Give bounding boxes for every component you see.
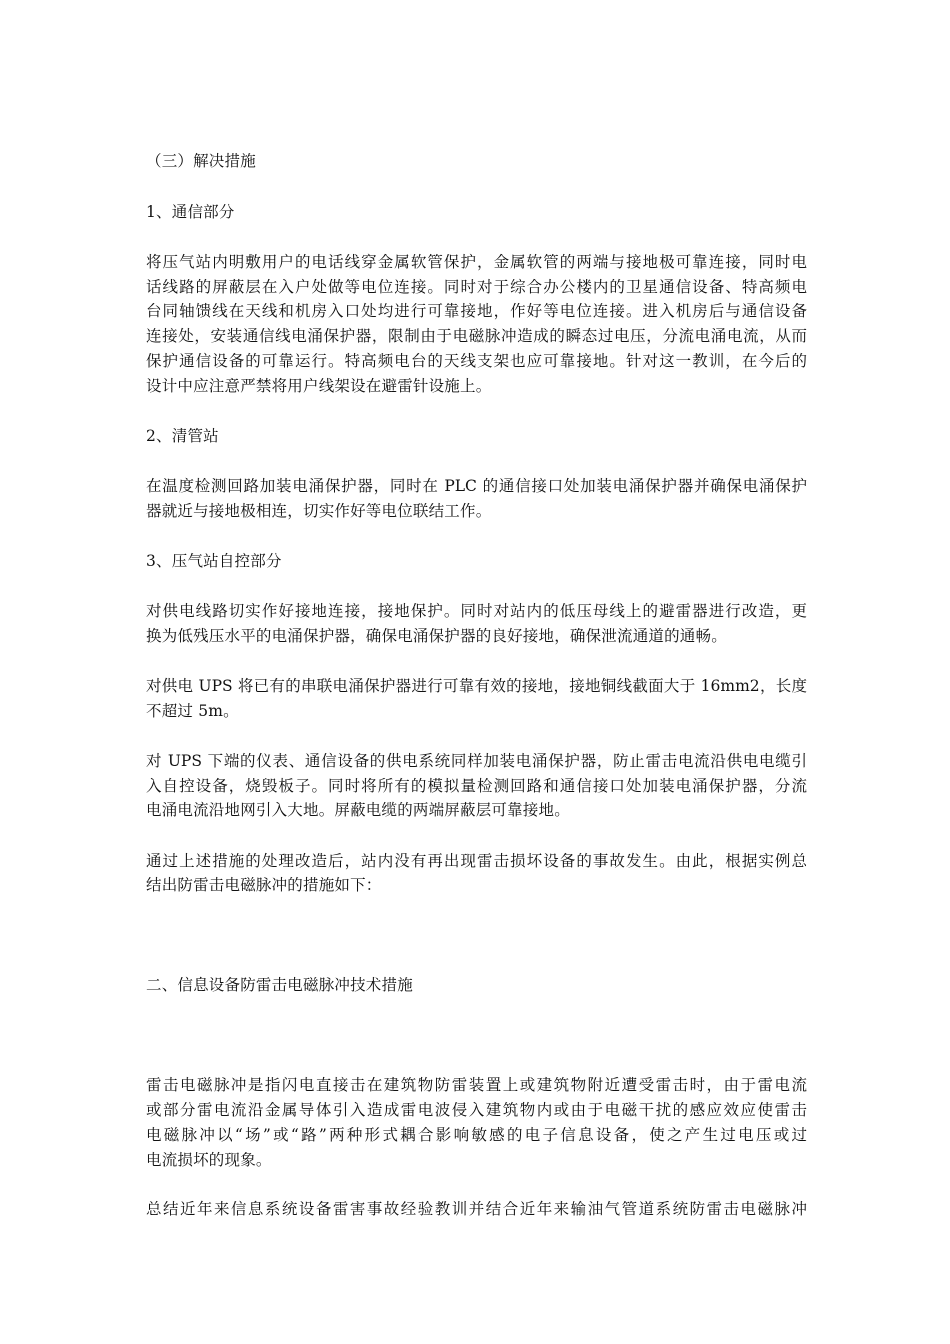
paragraph-line: 总结近年来信息系统设备雷害事故经验教训并结合近年来输油气管道系统防雷击电磁脉冲	[146, 1200, 807, 1218]
paragraph-line: 话线路的屏蔽层在入户处做等电位连接。同时对于综合办公楼内的卫星通信设备、特高频电	[146, 278, 807, 296]
paragraph-line: 或部分雷电流沿金属导体引入造成雷电波侵入建筑物内或由于电磁干扰的感应效应使雷击	[146, 1101, 807, 1119]
paragraph-line: 器就近与接地极相连，切实作好等电位联结工作。	[146, 502, 492, 520]
paragraph-line: 对供电 UPS 将已有的串联电涌保护器进行可靠有效的接地，接地铜线截面大于 16mm2，长度	[146, 677, 807, 695]
paragraph-line: 将压气站内明敷用户的电话线穿金属软管保护，金属软管的两端与接地极可靠连接，同时电	[146, 253, 807, 271]
paragraph-line: 连接处，安装通信线电涌保护器，限制由于电磁脉冲造成的瞬态过电压，分流电涌电流，从而	[146, 327, 807, 345]
paragraph-line: 设计中应注意严禁将用户线架设在避雷针设施上。	[146, 377, 492, 395]
paragraph-line: 电磁脉冲以“场”或“路”两种形式耦合影响敏感的电子信息设备，使之产生过电压或过	[146, 1126, 807, 1144]
paragraph-line: 换为低残压水平的电涌保护器，确保电涌保护器的良好接地，确保泄流通道的通畅。	[146, 627, 727, 645]
paragraph-line: 雷击电磁脉冲是指闪电直接击在建筑物防雷装置上或建筑物附近遭受雷击时，由于雷电流	[146, 1076, 807, 1094]
paragraph-line: 电流损坏的现象。	[146, 1151, 272, 1169]
paragraph-line: 在温度检测回路加装电涌保护器，同时在 PLC 的通信接口处加装电涌保护器并确保电涌保护	[146, 477, 807, 495]
section-title: （三）解决措施	[146, 152, 256, 170]
paragraph-line: 结出防雷击电磁脉冲的措施如下：	[146, 876, 382, 894]
paragraph-line: 台同轴馈线在天线和机房入口处均进行可靠接地，作好等电位连接。进入机房后与通信设备	[146, 302, 807, 320]
paragraph-line: 对 UPS 下端的仪表、通信设备的供电系统同样加装电涌保护器，防止雷击电流沿供电电缆引	[146, 752, 807, 770]
paragraph-line: 电涌电流沿地网引入大地。屏蔽电缆的两端屏蔽层可靠接地。	[146, 801, 570, 819]
paragraph-line: 对供电线路切实作好接地连接，接地保护。同时对站内的低压母线上的避雷器进行改造，更	[146, 602, 807, 620]
subsection-heading-pigging-station: 2、清管站	[146, 427, 219, 445]
paragraph-line: 入自控设备，烧毁板子。同时将所有的模拟量检测回路和通信接口处加装电涌保护器，分流	[146, 777, 807, 795]
paragraph-line: 通过上述措施的处理改造后，站内没有再出现雷击损坏设备的事故发生。由此，根据实例总	[146, 852, 807, 870]
paragraph-line: 保护通信设备的可靠运行。特高频电台的天线支架也应可靠接地。针对这一教训，在今后的	[146, 352, 807, 370]
paragraph-line: 不超过 5m。	[146, 702, 239, 720]
subsection-heading-communication: 1、通信部分	[146, 203, 235, 221]
section-title-2: 二、信息设备防雷击电磁脉冲技术措施	[146, 976, 413, 994]
subsection-heading-compressor-control: 3、压气站自控部分	[146, 552, 282, 570]
